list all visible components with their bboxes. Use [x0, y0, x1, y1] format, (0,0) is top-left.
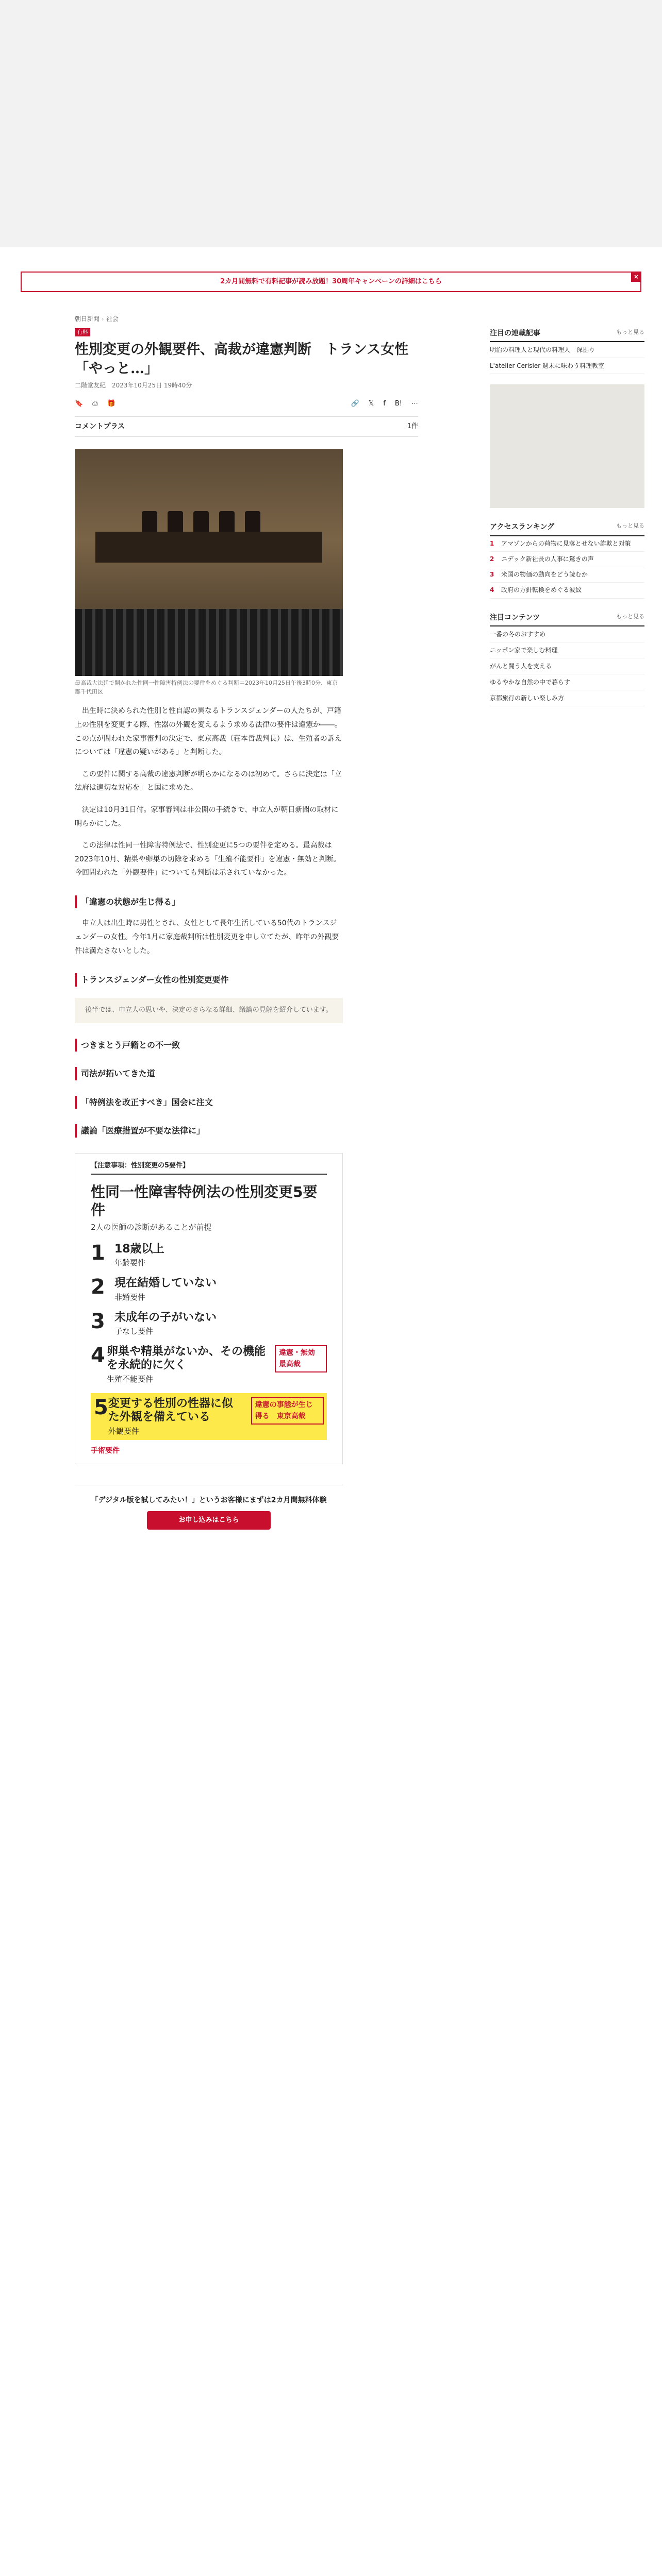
- court-photo: [75, 449, 343, 676]
- infographic-title: 性同一性障害特例法の性別変更5要件: [91, 1183, 318, 1218]
- paywall: [75, 1485, 343, 1530]
- ranking-item: 1 アマゾンからの荷物に見落とせない詐欺と対策: [490, 536, 644, 552]
- link-icon[interactable]: 🔗: [351, 399, 359, 408]
- sidebar-item[interactable]: ニッポン家で楽しむ料理: [490, 642, 644, 658]
- sidebar-item[interactable]: がんと闘う人を支える: [490, 658, 644, 674]
- campaign-banner[interactable]: [21, 272, 641, 292]
- bookmark-icon[interactable]: 🔖: [75, 399, 84, 408]
- paywall-message: 「デジタル版を試してみたい！」というお客様にまずは2カ月間無料体験: [91, 1496, 327, 1504]
- sidebar: [490, 314, 644, 706]
- ruling-badge: 違憲の事態が生じ得る 東京高裁: [251, 1397, 324, 1425]
- page-title: 性別変更の外観要件、高裁が違憲判断 トランス女性「やっと…」: [75, 341, 409, 377]
- article-paragraph: この法律は性同一性障害特例法で、性別変更に5つの要件を定める。最高裁は2023年10月、精巣や卵巣の切除を求める「生殖不能要件」を違憲・無効と判断。今回問われた「外観要件」についても判断は示されていなかった。: [75, 841, 341, 877]
- sidebar-heading: 注目の連載記事 もっと見る: [490, 328, 644, 342]
- breadcrumb-section[interactable]: 社会: [106, 315, 119, 323]
- ad-area: [0, 0, 662, 247]
- photo-caption: 最高裁大法廷で開かれた性同一性障害特例法の要件をめぐる判断＝2023年10月25日午後3時0分、東京都千代田区: [75, 680, 338, 695]
- facebook-icon[interactable]: f: [383, 399, 386, 408]
- sidebar-ad[interactable]: [490, 384, 644, 508]
- sidebar-heading: 注目コンテンツ もっと見る: [490, 612, 644, 626]
- article-paragraph: 決定は10月31日付。家事審判は非公開の手続きで、申立人が朝日新聞の取材に明らかにした。: [75, 805, 339, 828]
- requirement-item-highlighted: 5 変更する性別の性器に似た外観を備えている 外観要件 違憲の事態が生じ得る 東京高裁: [91, 1393, 327, 1440]
- close-icon[interactable]: ×: [631, 272, 641, 282]
- sidebar-item[interactable]: 明治の料理人と現代の料理人 深掘り: [490, 342, 644, 358]
- x-icon[interactable]: 𝕏: [368, 399, 374, 408]
- sidebar-item[interactable]: 京都旅行の新しい楽しみ方: [490, 690, 644, 706]
- breadcrumb: 朝日新聞 › 社会: [75, 315, 119, 323]
- ranking-item: 3 米国の物価の動向をどう読むか: [490, 567, 644, 583]
- requirements-infographic: [75, 1153, 343, 1464]
- requirement-item: 1 18歳以上 年齢要件: [91, 1241, 164, 1268]
- article-paragraph: 申立人は出生時に男性とされ、女性として長年生活している50代のトランスジェンダーの女性。今年1月に家庭裁判所は性別変更を申し立てたが、昨年の外観要件は満たさないとした。: [75, 919, 339, 955]
- section-heading: 司法が拓いてきた道: [75, 1067, 343, 1080]
- section-heading: つきまとう戸籍との不一致: [75, 1039, 343, 1052]
- article-paragraph: 出生時に決められた性別と性自認の異なるトランスジェンダーの人たちが、戸籍上の性別を変更する際、性器の外観を変えるよう求める法律の要件は違憲か――。この点が問われた家事審判の決定で、東京高裁（荘本哲裁判長）は、生殖者の訴えについては「違憲の疑いがある」と判断した。: [75, 707, 342, 757]
- requirement-item: 4 卵巣や精巣がないか、その機能を永続的に欠く 生殖不能要件 違憲・無効 最高裁: [91, 1345, 327, 1384]
- share-toolbar: [75, 398, 418, 410]
- subscribe-button[interactable]: お申し込みはこちら: [147, 1511, 271, 1530]
- ranking-item: 4 政府の方針転換をめぐる波紋: [490, 583, 644, 598]
- article: [75, 314, 418, 1530]
- article-paragraph: この要件に関する高裁の違憲判断が明らかになるのは初めて。さらに決定は「立法府は適切な対応を」と国に求めた。: [75, 770, 342, 792]
- infographic-label: 【注意事項：性別変更の5要件】: [91, 1161, 327, 1175]
- breadcrumb-home[interactable]: 朝日新聞: [75, 315, 100, 323]
- print-icon[interactable]: ⎙: [92, 399, 98, 408]
- surgery-requirement-label: 手術要件: [91, 1446, 120, 1455]
- more-icon[interactable]: ⋯: [411, 399, 418, 408]
- paid-badge: 有料: [75, 328, 90, 336]
- campaign-banner-text: 2カ月間無料で有料記事が読み放題！30周年キャンペーンの詳細はこちら: [220, 278, 442, 285]
- sidebar-heading: アクセスランキング もっと見る: [490, 521, 644, 536]
- ranking-item: 2 ニデック新社長の人事に驚きの声: [490, 552, 644, 567]
- requirement-item: 2 現在結婚していない 非婚要件: [91, 1275, 217, 1302]
- gift-icon[interactable]: 🎁: [107, 399, 115, 408]
- infographic-subtitle: 2人の医師の診断があることが前提: [91, 1222, 212, 1232]
- comment-plus-label: コメントプラス: [75, 422, 125, 431]
- comment-count: 1件: [407, 422, 418, 430]
- section-heading: 「違憲の状態が生じ得る」: [75, 895, 343, 909]
- paywall-notice: 後半では、申立人の思いや、決定のさらなる詳細、議論の見解を紹介しています。: [75, 998, 343, 1023]
- requirement-item: 3 未成年の子がいない 子なし要件: [91, 1309, 217, 1336]
- ruling-badge: 違憲・無効 最高裁: [275, 1345, 327, 1372]
- hatena-icon[interactable]: B!: [394, 399, 402, 408]
- section-heading: トランスジェンダー女性の性別変更要件: [75, 973, 343, 987]
- sidebar-item[interactable]: ゆるやかな自然の中で暮らす: [490, 674, 644, 690]
- byline: 二階堂友紀 2023年10月25日 19時40分: [75, 382, 192, 389]
- sidebar-item[interactable]: 一番の冬のおすすめ: [490, 626, 644, 642]
- comment-plus-bar[interactable]: [75, 416, 418, 437]
- more-link[interactable]: もっと見る: [616, 329, 644, 335]
- section-heading: 「特例法を改正すべき」国会に注文: [75, 1096, 343, 1109]
- section-heading: 議論「医療措置が不要な法律に」: [75, 1124, 343, 1138]
- sidebar-item[interactable]: L'atelier Cerisier 週末に味わう料理教室: [490, 358, 644, 374]
